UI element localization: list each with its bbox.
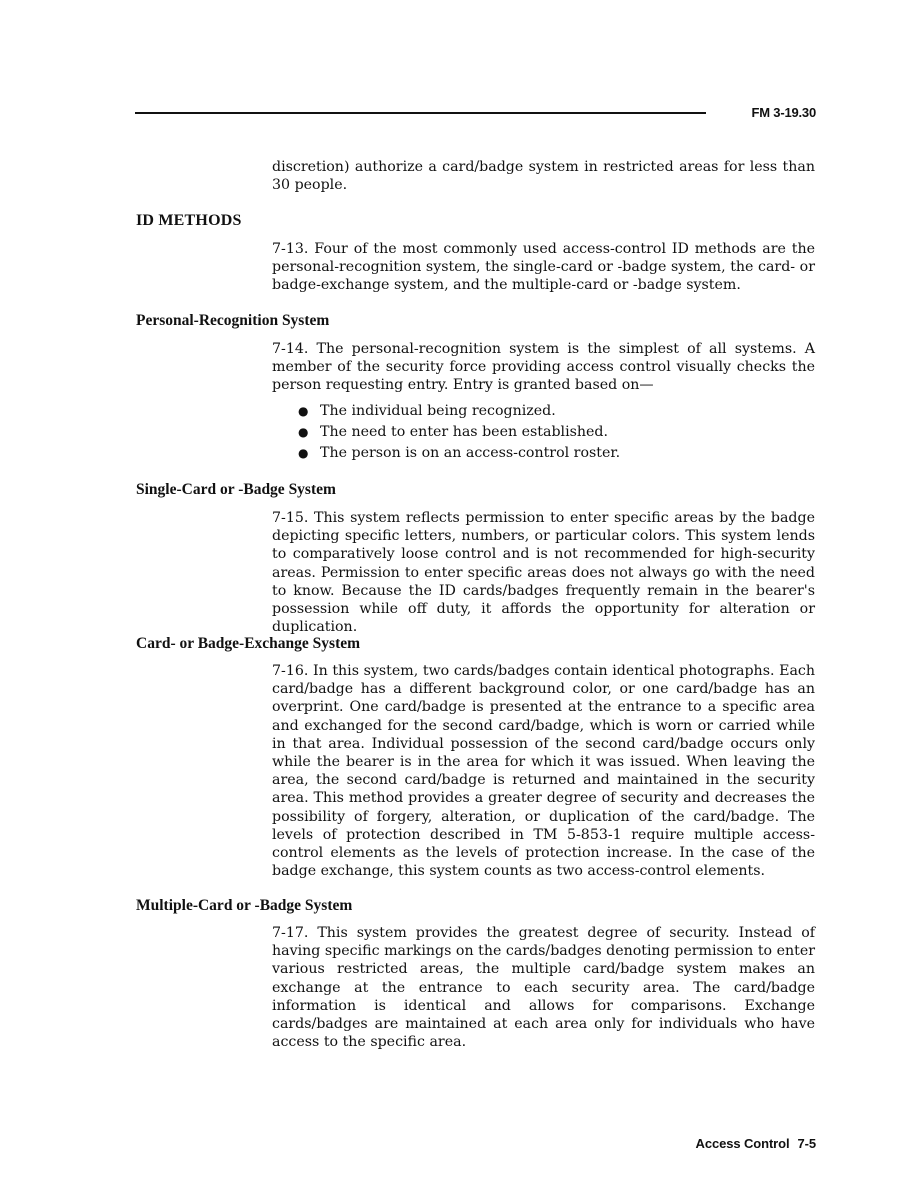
list-item-text: The person is on an access-control roster. [320, 445, 621, 461]
entry-criteria-list [298, 401, 818, 464]
paragraph-7-17: 7-17. This system provides the greatest degree of security. Instead of having specific markings on the cards/badges denoting permission to enter various restricted areas, the multiple card/badge system makes an exchange at the entrance to each security area. The card/badge information is identical and allows for comparisons. Exchange cards/badges are maintained at each area only for individuals who have access to the specific area. [272, 925, 815, 1051]
subheading-personal-recognition: Personal-Recognition System [136, 312, 330, 329]
footer-chapter-title: Access Control [695, 1136, 790, 1151]
list-item [298, 401, 818, 422]
intro-paragraph: discretion) authorize a card/badge system in restricted areas for less than 30 people. [272, 159, 815, 194]
section-heading-id-methods: ID METHODS [136, 212, 242, 229]
document-id: FM 3-19.30 [751, 105, 816, 120]
footer-page-number: 7-5 [797, 1136, 816, 1151]
page-footer [560, 1136, 816, 1151]
subheading-single-card: Single-Card or -Badge System [136, 481, 336, 498]
subheading-card-exchange: Card- or Badge-Exchange System [136, 635, 361, 652]
list-item-text: The need to enter has been established. [320, 424, 609, 440]
header-rule [135, 112, 706, 114]
paragraph-7-16: 7-16. In this system, two cards/badges contain identical photographs. Each card/badge has a different background color, or one card/badge has an overprint. One card/badge is presented at the entrance to a specific area and exchanged for the second card/badge, which is worn or carried while in that area. Individual possession of the second card/badge occurs only while the bearer is in the area for which it was issued. When leaving the area, the second card/badge is returned and maintained in the security area. This method provides a greater degree of security and decreases the possibility of forgery, alteration, or duplication of the card/badge. The levels of protection described in TM 5-853-1 require multiple access-control elements as the levels of protection increase. In the case of the badge exchange, this system counts as two access-control elements. [272, 663, 815, 880]
bullet-icon: ● [298, 446, 309, 460]
list-item-text: The individual being recognized. [320, 403, 556, 419]
paragraph-7-13: 7-13. Four of the most commonly used access-control ID methods are the personal-recognition system, the single-card or -badge system, the card- or badge-exchange system, and the multiple-card or -badge system. [272, 241, 815, 294]
list-item [298, 422, 818, 443]
paragraph-7-14: 7-14. The personal-recognition system is the simplest of all systems. A member of the security force providing access control visually checks the person requesting entry. Entry is granted based on— [272, 341, 815, 394]
bullet-icon: ● [298, 425, 309, 439]
subheading-multiple-card: Multiple-Card or -Badge System [136, 897, 353, 914]
bullet-icon: ● [298, 404, 309, 418]
list-item [298, 443, 818, 464]
paragraph-7-15: 7-15. This system reflects permission to enter specific areas by the badge depicting specific letters, numbers, or particular colors. This system lends to comparatively loose control and is not recommended for high-security areas. Permission to enter specific areas does not always go with the need to know. Because the ID cards/badges frequently remain in the bearer's possession while off duty, it affords the opportunity for alteration or duplication. [272, 510, 815, 636]
